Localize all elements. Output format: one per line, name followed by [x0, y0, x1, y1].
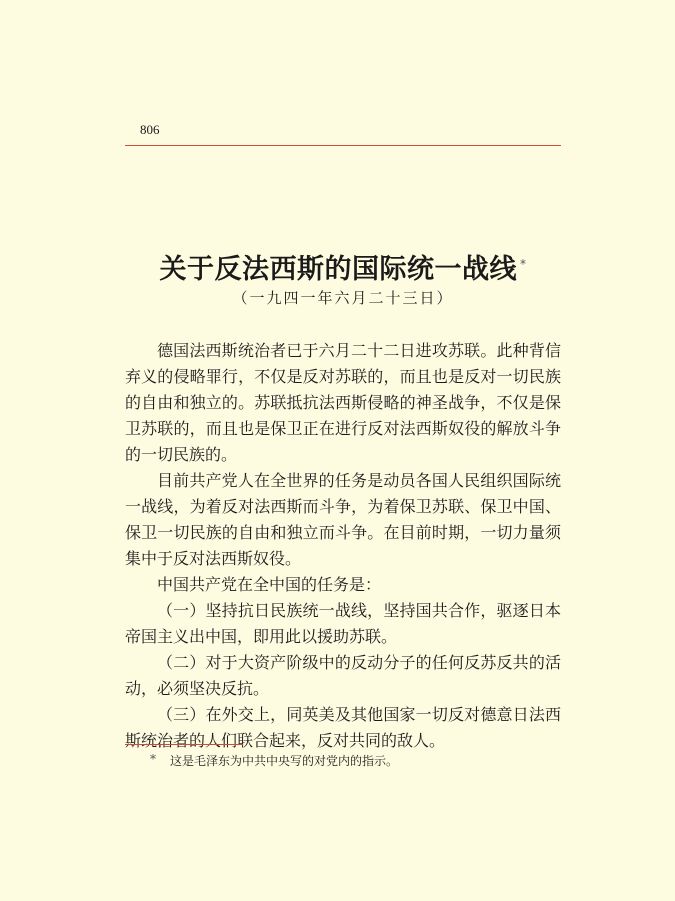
footnote-mark: * — [150, 752, 156, 766]
paragraph: 中国共产党在全中国的任务是： — [157, 575, 382, 594]
footnote-rule — [125, 744, 243, 745]
title-footnote-mark: * — [520, 257, 527, 271]
page-number: 806 — [140, 122, 160, 137]
paragraph: 目前共产党人在全世界的任务是动员各国人民组织国际统一战线，为着反对法西斯而斗争，为着保卫苏联、保卫中国、保卫一切民族的自由和独立而斗争。在目前时期，一切力量须集中于反对法西斯奴役。 — [125, 471, 561, 568]
article-body — [125, 338, 561, 754]
article-title-text: 关于反法西斯的国际统一战线 — [159, 254, 517, 285]
footnote-text: 这是毛泽东为中共中央写的对党内的指示。 — [170, 754, 399, 768]
paragraph: （三）在外交上，同英美及其他国家一切反对德意日法西斯统治者的人们联合起来，反对共同的敌人。 — [125, 705, 561, 750]
paragraph: 德国法西斯统治者已于六月二十二日进攻苏联。此种背信弃义的侵略罪行，不仅是反对苏联的，而且也是反对一切民族的自由和独立的。苏联抵抗法西斯侵略的神圣战争，不仅是保卫苏联的，而且也是保卫正在进行反对法西斯奴役的解放斗争的一切民族的。 — [125, 341, 561, 464]
paragraph: （二）对于大资产阶级中的反动分子的任何反苏反共的活动，必须坚决反抗。 — [125, 653, 561, 698]
article-date: （一九四一年六月二十三日） — [232, 289, 454, 307]
title-block — [125, 247, 561, 286]
article-title — [160, 254, 527, 285]
header-rule — [125, 145, 561, 146]
paragraph: （一）坚持抗日民族统一战线，坚持国共合作，驱逐日本帝国主义出中国，即用此以援助苏联。 — [125, 601, 561, 646]
footnote — [150, 752, 398, 769]
